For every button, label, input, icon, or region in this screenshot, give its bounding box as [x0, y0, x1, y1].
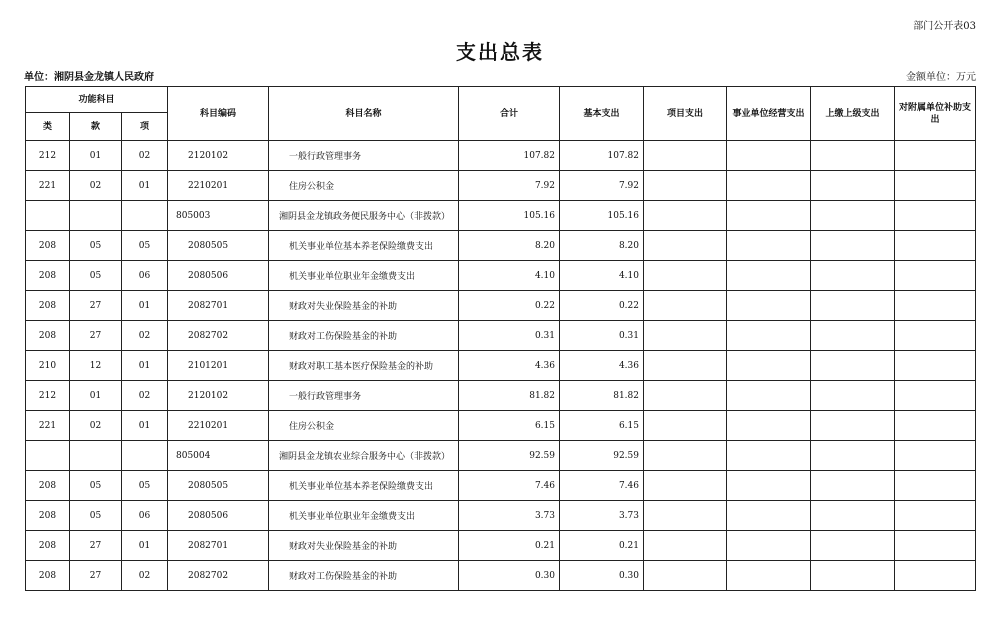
- cell-code: 2210201: [168, 411, 269, 441]
- cell-business: [727, 561, 811, 591]
- cell-basic: 7.46: [560, 471, 644, 501]
- amount-unit: 金额单位：万元: [906, 72, 976, 83]
- cell-business: [727, 291, 811, 321]
- cell-xiang: 02: [122, 381, 168, 411]
- cell-project: [644, 441, 727, 471]
- cell-total: 105.16: [459, 201, 560, 231]
- cell-upper: [811, 261, 895, 291]
- cell-upper: [811, 441, 895, 471]
- cell-total: 107.82: [459, 141, 560, 171]
- cell-xiang: 02: [122, 561, 168, 591]
- cell-subsidy: [895, 261, 976, 291]
- cell-lei: 208: [26, 531, 70, 561]
- cell-name: 机关事业单位基本养老保险缴费支出: [269, 231, 459, 261]
- cell-basic: 0.31: [560, 321, 644, 351]
- unit-name: 单位：湘阴县金龙镇人民政府: [24, 72, 154, 83]
- header-business: 事业单位经营支出: [727, 87, 811, 141]
- cell-code: 2082701: [168, 531, 269, 561]
- cell-basic: 8.20: [560, 231, 644, 261]
- cell-lei: [26, 441, 70, 471]
- cell-upper: [811, 171, 895, 201]
- cell-lei: [26, 201, 70, 231]
- cell-total: 3.73: [459, 501, 560, 531]
- cell-code: 2080506: [168, 261, 269, 291]
- cell-lei: 210: [26, 351, 70, 381]
- header-code: 科目编码: [168, 87, 269, 141]
- cell-total: 0.30: [459, 561, 560, 591]
- cell-basic: 0.30: [560, 561, 644, 591]
- cell-kuan: 27: [70, 561, 122, 591]
- cell-name: 一般行政管理事务: [269, 141, 459, 171]
- cell-basic: 4.10: [560, 261, 644, 291]
- cell-kuan: 27: [70, 291, 122, 321]
- cell-business: [727, 471, 811, 501]
- cell-xiang: 05: [122, 471, 168, 501]
- cell-project: [644, 321, 727, 351]
- header-func-subject: 功能科目: [26, 87, 168, 113]
- table-row: [26, 381, 976, 411]
- cell-code: 2080506: [168, 501, 269, 531]
- cell-total: 92.59: [459, 441, 560, 471]
- cell-basic: 107.82: [560, 141, 644, 171]
- cell-upper: [811, 141, 895, 171]
- cell-xiang: 01: [122, 531, 168, 561]
- cell-project: [644, 531, 727, 561]
- cell-project: [644, 351, 727, 381]
- cell-name: 财政对职工基本医疗保险基金的补助: [269, 351, 459, 381]
- header-basic: 基本支出: [560, 87, 644, 141]
- cell-upper: [811, 351, 895, 381]
- cell-code: 2120102: [168, 381, 269, 411]
- cell-business: [727, 531, 811, 561]
- cell-business: [727, 321, 811, 351]
- cell-xiang: 06: [122, 261, 168, 291]
- cell-basic: 6.15: [560, 411, 644, 441]
- form-number: 部门公开表03: [913, 21, 976, 32]
- cell-project: [644, 471, 727, 501]
- cell-kuan: 27: [70, 531, 122, 561]
- cell-xiang: [122, 441, 168, 471]
- cell-kuan: [70, 441, 122, 471]
- cell-lei: 208: [26, 231, 70, 261]
- cell-total: 4.10: [459, 261, 560, 291]
- cell-lei: 212: [26, 141, 70, 171]
- cell-business: [727, 261, 811, 291]
- cell-project: [644, 231, 727, 261]
- cell-basic: 105.16: [560, 201, 644, 231]
- cell-xiang: 05: [122, 231, 168, 261]
- table-row: [26, 261, 976, 291]
- cell-lei: 208: [26, 291, 70, 321]
- cell-code: 2082701: [168, 291, 269, 321]
- cell-subsidy: [895, 231, 976, 261]
- cell-basic: 4.36: [560, 351, 644, 381]
- cell-lei: 208: [26, 561, 70, 591]
- cell-subsidy: [895, 561, 976, 591]
- cell-kuan: [70, 201, 122, 231]
- cell-name: 财政对失业保险基金的补助: [269, 291, 459, 321]
- cell-subsidy: [895, 501, 976, 531]
- cell-name: 机关事业单位基本养老保险缴费支出: [269, 471, 459, 501]
- cell-total: 7.92: [459, 171, 560, 201]
- cell-code: 2210201: [168, 171, 269, 201]
- cell-lei: 208: [26, 471, 70, 501]
- cell-xiang: 01: [122, 351, 168, 381]
- header-name: 科目名称: [269, 87, 459, 141]
- cell-name: 财政对工伤保险基金的补助: [269, 561, 459, 591]
- cell-code: 2082702: [168, 321, 269, 351]
- table-row: [26, 531, 976, 561]
- cell-project: [644, 561, 727, 591]
- cell-total: 0.22: [459, 291, 560, 321]
- cell-kuan: 05: [70, 231, 122, 261]
- cell-subsidy: [895, 381, 976, 411]
- cell-total: 8.20: [459, 231, 560, 261]
- cell-basic: 0.21: [560, 531, 644, 561]
- cell-subsidy: [895, 411, 976, 441]
- cell-business: [727, 381, 811, 411]
- header-xiang: 项: [122, 113, 168, 141]
- cell-kuan: 02: [70, 171, 122, 201]
- cell-project: [644, 291, 727, 321]
- cell-subsidy: [895, 351, 976, 381]
- table-row: [26, 501, 976, 531]
- cell-kuan: 05: [70, 501, 122, 531]
- cell-lei: 221: [26, 411, 70, 441]
- cell-name: 住房公积金: [269, 411, 459, 441]
- table-row: [26, 171, 976, 201]
- cell-business: [727, 141, 811, 171]
- cell-lei: 208: [26, 321, 70, 351]
- cell-upper: [811, 411, 895, 441]
- cell-subsidy: [895, 171, 976, 201]
- cell-basic: 3.73: [560, 501, 644, 531]
- table-row: [26, 201, 976, 231]
- cell-subsidy: [895, 441, 976, 471]
- cell-project: [644, 261, 727, 291]
- cell-kuan: 01: [70, 381, 122, 411]
- cell-xiang: [122, 201, 168, 231]
- cell-subsidy: [895, 531, 976, 561]
- cell-name: 湘阴县金龙镇农业综合服务中心（非拨款）: [269, 441, 459, 471]
- table-row: [26, 441, 976, 471]
- table-row: [26, 471, 976, 501]
- cell-code: 805003: [168, 201, 269, 231]
- cell-business: [727, 201, 811, 231]
- cell-upper: [811, 321, 895, 351]
- cell-project: [644, 381, 727, 411]
- cell-subsidy: [895, 321, 976, 351]
- cell-project: [644, 411, 727, 441]
- cell-upper: [811, 531, 895, 561]
- table-row: [26, 561, 976, 591]
- cell-kuan: 02: [70, 411, 122, 441]
- cell-project: [644, 501, 727, 531]
- cell-name: 湘阴县金龙镇政务便民服务中心（非拨款）: [269, 201, 459, 231]
- cell-subsidy: [895, 291, 976, 321]
- cell-total: 4.36: [459, 351, 560, 381]
- cell-name: 住房公积金: [269, 171, 459, 201]
- cell-basic: 92.59: [560, 441, 644, 471]
- cell-name: 机关事业单位职业年金缴费支出: [269, 501, 459, 531]
- cell-subsidy: [895, 471, 976, 501]
- header-upper: 上缴上级支出: [811, 87, 895, 141]
- cell-upper: [811, 231, 895, 261]
- cell-kuan: 05: [70, 471, 122, 501]
- expenditure-table: [25, 86, 976, 591]
- table-row: [26, 411, 976, 441]
- cell-project: [644, 171, 727, 201]
- cell-kuan: 01: [70, 141, 122, 171]
- cell-xiang: 01: [122, 291, 168, 321]
- cell-name: 财政对失业保险基金的补助: [269, 531, 459, 561]
- cell-basic: 0.22: [560, 291, 644, 321]
- cell-kuan: 05: [70, 261, 122, 291]
- table-row: [26, 291, 976, 321]
- cell-xiang: 06: [122, 501, 168, 531]
- cell-lei: 208: [26, 501, 70, 531]
- header-project: 项目支出: [644, 87, 727, 141]
- cell-xiang: 01: [122, 411, 168, 441]
- cell-project: [644, 201, 727, 231]
- header-lei: 类: [26, 113, 70, 141]
- cell-lei: 208: [26, 261, 70, 291]
- cell-business: [727, 171, 811, 201]
- header-kuan: 款: [70, 113, 122, 141]
- cell-subsidy: [895, 201, 976, 231]
- cell-upper: [811, 291, 895, 321]
- table-row: [26, 351, 976, 381]
- cell-business: [727, 411, 811, 441]
- page-title: 支出总表: [456, 40, 544, 64]
- cell-upper: [811, 201, 895, 231]
- cell-code: 805004: [168, 441, 269, 471]
- cell-name: 机关事业单位职业年金缴费支出: [269, 261, 459, 291]
- cell-business: [727, 441, 811, 471]
- table-row: [26, 141, 976, 171]
- cell-total: 0.31: [459, 321, 560, 351]
- cell-project: [644, 141, 727, 171]
- cell-xiang: 01: [122, 171, 168, 201]
- cell-total: 6.15: [459, 411, 560, 441]
- cell-business: [727, 351, 811, 381]
- cell-basic: 81.82: [560, 381, 644, 411]
- cell-kuan: 27: [70, 321, 122, 351]
- table-row: [26, 321, 976, 351]
- header-total: 合计: [459, 87, 560, 141]
- cell-total: 81.82: [459, 381, 560, 411]
- cell-total: 7.46: [459, 471, 560, 501]
- cell-upper: [811, 501, 895, 531]
- cell-xiang: 02: [122, 141, 168, 171]
- cell-upper: [811, 561, 895, 591]
- cell-kuan: 12: [70, 351, 122, 381]
- cell-xiang: 02: [122, 321, 168, 351]
- cell-business: [727, 231, 811, 261]
- cell-business: [727, 501, 811, 531]
- cell-code: 2120102: [168, 141, 269, 171]
- cell-upper: [811, 381, 895, 411]
- cell-upper: [811, 471, 895, 501]
- cell-code: 2080505: [168, 231, 269, 261]
- cell-name: 一般行政管理事务: [269, 381, 459, 411]
- cell-code: 2101201: [168, 351, 269, 381]
- cell-code: 2080505: [168, 471, 269, 501]
- cell-lei: 221: [26, 171, 70, 201]
- cell-total: 0.21: [459, 531, 560, 561]
- cell-basic: 7.92: [560, 171, 644, 201]
- header-subsidy: 对附属单位补助支出: [895, 87, 976, 141]
- cell-lei: 212: [26, 381, 70, 411]
- cell-name: 财政对工伤保险基金的补助: [269, 321, 459, 351]
- cell-code: 2082702: [168, 561, 269, 591]
- table-row: [26, 231, 976, 261]
- cell-subsidy: [895, 141, 976, 171]
